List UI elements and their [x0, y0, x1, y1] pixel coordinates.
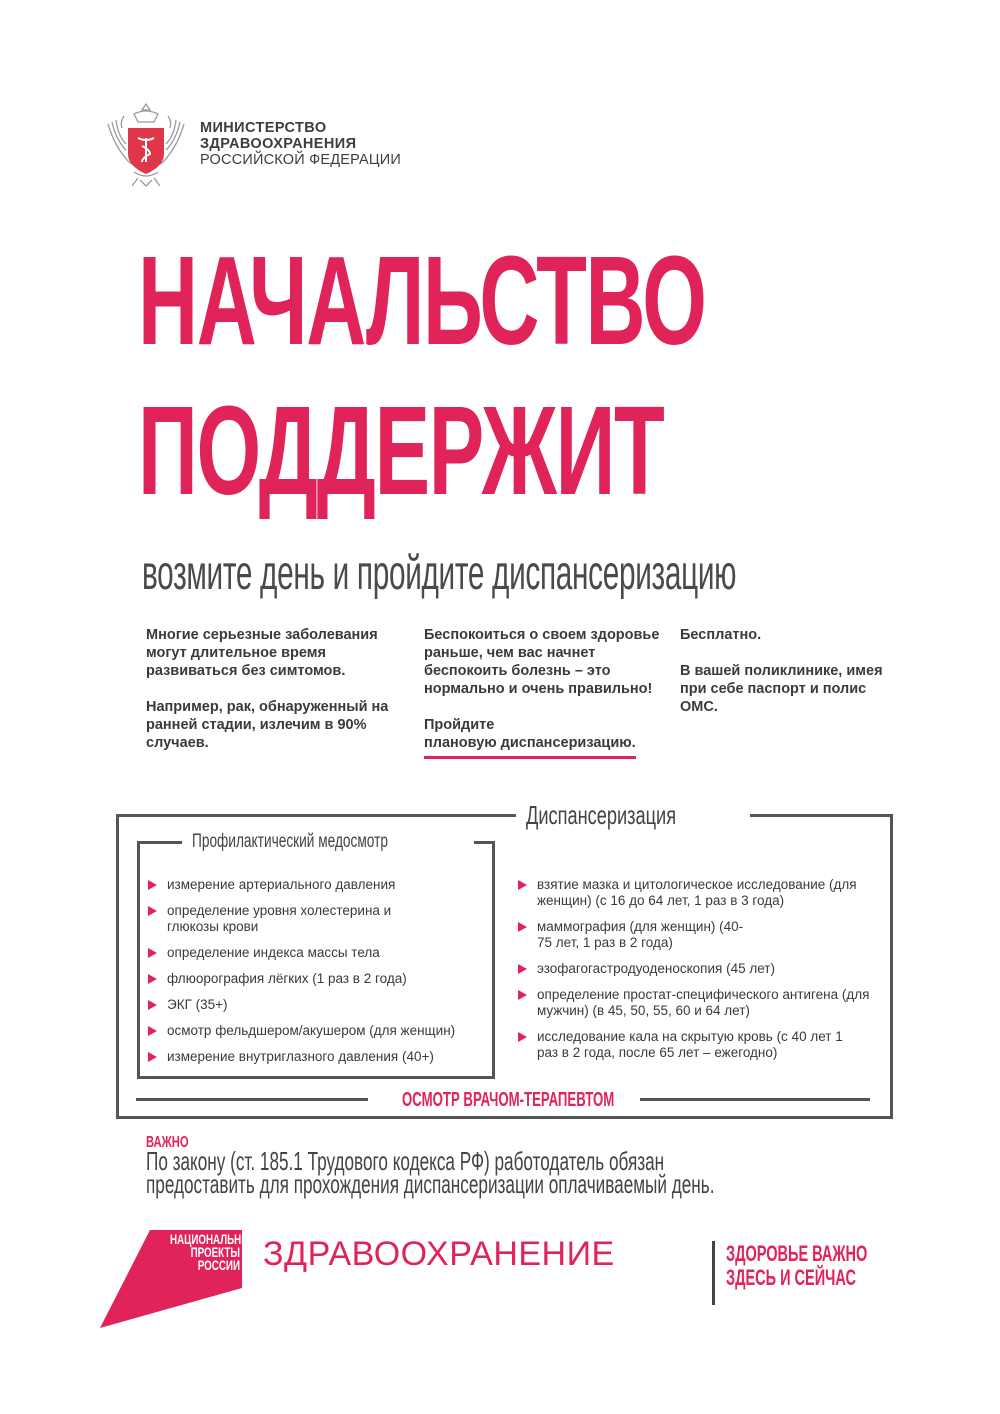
info-column-2 [424, 626, 664, 759]
list-item-text: осмотр фельдшером/акушером (для женщин) [167, 1023, 456, 1038]
paragraph: Например, рак, обнаруженный на ранней стадии, излечим в 90% случаев. [146, 699, 389, 751]
triangle-bullet-icon [518, 1032, 527, 1042]
info-column-1 [146, 626, 416, 770]
triangle-bullet-icon [148, 1026, 157, 1036]
list-item-text: флюорография лёгких (1 раз в 2 года) [167, 971, 407, 986]
triangle-bullet-icon [148, 880, 157, 890]
headline [138, 226, 706, 526]
dispensary-list [518, 877, 883, 1071]
dispensary-title-wrap [516, 800, 750, 830]
triangle-bullet-icon [518, 922, 527, 932]
list-item-text: определение индекса массы тела [167, 945, 380, 960]
list-item [148, 945, 488, 961]
list-item [148, 997, 488, 1013]
list-item-text: определение уровня холестерина и глюкозы крови [167, 903, 392, 934]
list-item-text: исследование кала на скрытую кровь (с 40 лет 1 раз в 2 года, после 65 лет – ежегодно) [537, 1029, 843, 1060]
list-item-text: ЭКГ (35+) [167, 997, 228, 1012]
checkup-title-wrap [182, 831, 474, 853]
np-line-2: ПРОЕКТЫ [190, 1244, 240, 1260]
cta-line-2: плановую диспансеризацию. [424, 734, 636, 759]
therapist-exam-label: ОСМОТР ВРАЧОМ-ТЕРАПЕВТОМ [402, 1089, 615, 1111]
triangle-bullet-icon [148, 1000, 157, 1010]
np-line-1: НАЦИОНАЛЬНЫЕ [170, 1231, 258, 1247]
paragraph: Многие серьезные заболевания могут длительное время развиваться без симтомов. [146, 627, 378, 679]
national-projects-text [140, 1231, 258, 1273]
slogan-line-1: ЗДОРОВЬЕ ВАЖНО [726, 1241, 868, 1266]
triangle-bullet-icon [148, 906, 157, 916]
triangle-bullet-icon [148, 1052, 157, 1062]
important-line-1: По закону (ст. 185.1 Трудового кодекса РФ) работодатель обязан [146, 1146, 665, 1176]
triangle-bullet-icon [148, 974, 157, 984]
checkup-list [148, 877, 488, 1075]
subheadline: возмите день и пройдите диспансеризацию [142, 547, 737, 600]
np-line-3: РОССИИ [197, 1257, 240, 1273]
ministry-line-2: ЗДРАВООХРАНЕНИЯ [200, 136, 357, 152]
list-item-text: измерение артериального давления [167, 877, 396, 892]
cta-line-1: Пройдите [424, 717, 495, 733]
paragraph: В вашей поликлинике, имея при себе паспорт и полис ОМС. [680, 663, 883, 715]
list-item [148, 1049, 488, 1065]
list-item-text: эзофагогастродуоденоскопия (45 лет) [537, 961, 775, 976]
paragraph: Бесплатно. [680, 627, 762, 643]
important-label: ВАЖНО [146, 1134, 189, 1151]
list-item [518, 919, 883, 951]
list-item [518, 877, 883, 909]
list-item [148, 877, 488, 893]
list-item-text: взятие мазка и цитологическое исследование (для женщин) (с 16 до 64 лет, 1 раз в 3 года) [537, 877, 857, 908]
list-item [148, 903, 488, 935]
triangle-bullet-icon [518, 990, 527, 1000]
paragraph: Беспокоиться о своем здоровье раньше, чем вас начнет беспокоить болезнь – это нормально и очень правильно! [424, 627, 660, 697]
headline-line-2: ПОДДЕРЖИТ [138, 380, 664, 521]
list-item-text: измерение внутриглазного давления (40+) [167, 1049, 434, 1064]
info-column-3 [680, 626, 900, 734]
vertical-divider [712, 1241, 715, 1305]
ministry-name [200, 120, 401, 168]
headline-line-1: НАЧАЛЬСТВО [138, 230, 706, 371]
list-item-text: определение простат-специфического антигена (для мужчин) (в 45, 50, 55, 60 и 64 лет) [537, 987, 870, 1018]
divider-right [640, 1098, 870, 1101]
list-item [518, 1029, 883, 1061]
dispensary-title: Диспансеризация [526, 800, 677, 830]
list-item [148, 971, 488, 987]
important-text [146, 1146, 715, 1199]
list-item [148, 1023, 488, 1039]
triangle-bullet-icon [518, 964, 527, 974]
triangle-bullet-icon [148, 948, 157, 958]
slogan [726, 1242, 867, 1290]
important-line-2: предоставить для прохождения диспансеризации оплачиваемый день. [146, 1169, 715, 1199]
ministry-line-1: МИНИСТЕРСТВО [200, 120, 327, 136]
ministry-emblem-icon [104, 100, 188, 188]
list-item-text: маммография (для женщин) (40-75 лет, 1 раз в 2 года) [537, 919, 744, 950]
list-item [518, 987, 883, 1019]
project-name: ЗДРАВООХРАНЕНИЕ [263, 1235, 615, 1273]
divider-left [136, 1098, 368, 1101]
checkup-title: Профилактический медосмотр [192, 831, 388, 852]
triangle-bullet-icon [518, 880, 527, 890]
ministry-line-3: РОССИЙСКОЙ ФЕДЕРАЦИИ [200, 152, 402, 168]
slogan-line-2: ЗДЕСЬ И СЕЙЧАС [726, 1265, 856, 1290]
list-item [518, 961, 883, 977]
